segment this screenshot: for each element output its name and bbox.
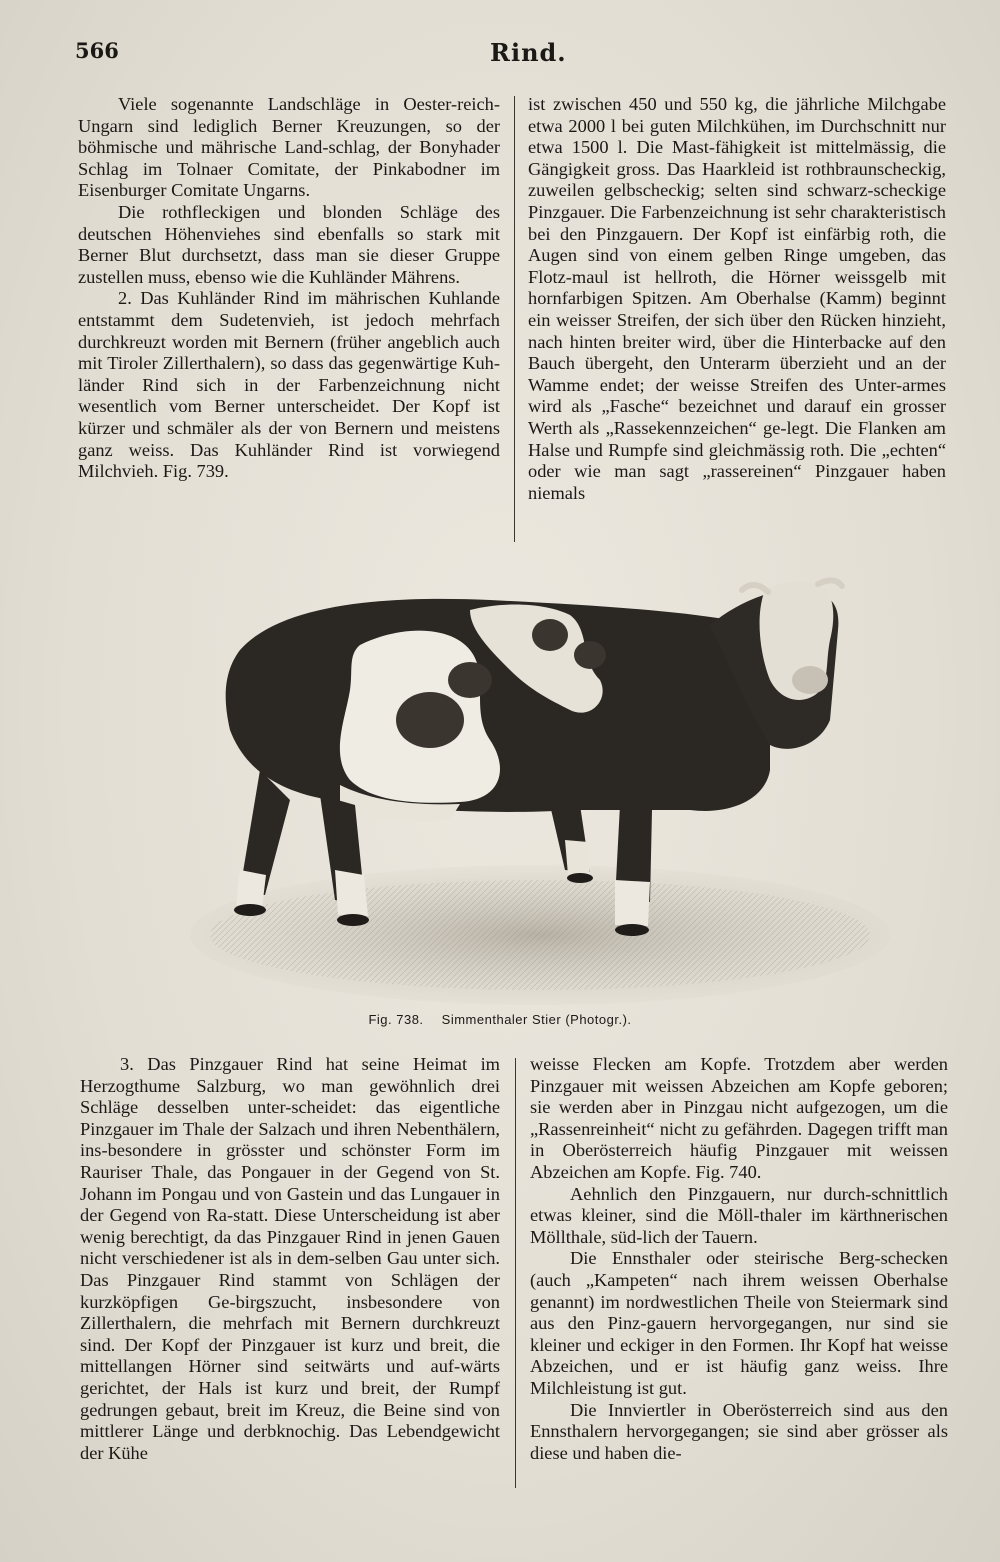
paragraph: ist zwischen 450 und 550 kg, die jährliche Milchgabe etwa 2000 l bei guten Milchkühen, im Durchschnitt nur etwa 1500 l. Die Mast-fähigkeit ist mittelmässig, die Gängigkeit gross. Das Haarkleid ist rothbraunscheckig, zuweilen gelbscheckig; selten sind schwarz-scheckige Pinzgauer. Die Farbenzeichnung ist sehr charakteristisch bei den Pinzgauern. Der Kopf ist einfärbig roth, die Augen sind von einem gelben Ringe umgeben, das Flotz-maul ist hellroth, die Hörner weissgelb mit hornfarbigen Spitzen. Am Oberhalse (Kamm) beginnt ein weisser Streifen, der sich über den Rücken hinzieht, nach hinten breiter wird, über die Hinterbacke auf den Bauch übergeht, den Unterarm überzieht und an der Wamme endet; der weisse Streifen des Unter-armes wird als „Fasche“ bezeichnet und darauf ein grosser Werth als „Rassekennzeichen“ ge-legt. Die Flanken am Halse und Rumpfe sind gleichmässig roth. Die „echten“ oder wie man sagt „rassereinen“ Pinzgauer haben niemals (528, 94, 946, 503)
paragraph: Die Ennsthaler oder steirische Berg-schecken (auch „Kampeten“ nach ihrem weissen Oberhalse genannt) im nordwestlichen Theile von Steiermark sind aus den Pinz-gauern hervorgegangen, nur sind sie kleiner und eckiger in den Formen. Ihr Kopf hat weisse Abzeichen, und er ist häufig ganz weiss. Ihre Milchleistung ist gut. (530, 1248, 948, 1398)
top-right-column (528, 94, 946, 504)
running-title: Rind. (490, 38, 567, 67)
top-left-column (78, 94, 500, 483)
figure-label: Fig. 738. (368, 1012, 424, 1027)
bottom-left-column (80, 1054, 500, 1464)
paragraph: 3. Das Pinzgauer Rind hat seine Heimat im Herzogthume Salzburg, wo man gewöhnlich drei Schläge desselben unter-scheidet: das eigentliche Pinzgauer im Thale der Salzach und ihren Nebenthälern, ins-besondere in grösster und schönster Form im Rauriser Thale, das Pongauer in der Gegend von St. Johann im Pongau und von Gastein und das Lungauer in der Gegend von Ra-statt. Diese Unterscheidung ist aber wenig berechtigt, da das Pinzgauer Rind in jenen Gauen nicht verschiedener ist als in dem-selben Gau unter sich. Das Pinzgauer Rind stammt von Schlägen der kurzköpfigen Ge-birgszucht, insbesondere von Zillerthalern, die mehrfach mit Bernern durchkreuzt sind. Der Kopf der Pinzgauer ist kurz und breit, die mittellangen Hörner sind seitwärts und auf-wärts gerichtet, der Hals ist kurz und breit, der Rumpf gedrungen gebaut, breit im Kreuz, die Beine sind von mittlerer Länge und derbknochig. Das Lebendgewicht der Kühe (80, 1054, 500, 1463)
paragraph: weisse Flecken am Kopfe. Trotzdem aber werden Pinzgauer mit weissen Abzeichen am Kopfe geboren; sie werden aber in Pinzgau nicht aufgezogen, um die „Rassenreinheit“ nicht zu gefährden. Dagegen trifft man in Oberösterreich häufig Pinzgauer mit weissen Abzeichen am Kopfe. Fig. 740. (530, 1054, 948, 1182)
page-number: 566 (75, 38, 119, 63)
column-divider (514, 96, 515, 542)
paragraph: Aehnlich den Pinzgauern, nur durch-schnittlich etwas kleiner, sind die Möll-thaler im kärthnerischen Möllthale, süd-lich der Tauern. (530, 1183, 948, 1247)
figure-caption-text: Simmenthaler Stier (Photogr.). (441, 1012, 632, 1027)
bull-illustration (170, 570, 910, 1030)
figure-caption (0, 1012, 1000, 1027)
paragraph: Die Innviertler in Oberösterreich sind aus den Ennsthalern hervorgegangen; sie sind aber grösser als diese und haben die- (530, 1399, 948, 1463)
page-header (75, 38, 948, 72)
figure-bull-photograph (170, 570, 910, 1030)
bottom-right-column (530, 1054, 948, 1464)
paragraph: Die rothfleckigen und blonden Schläge des deutschen Höhenviehes sind ebenfalls so stark mit Berner Blut durchsetzt, dass man sie dieser Gruppe zustellen muss, ebenso wie die Kuhländer Mährens. (78, 201, 500, 287)
paragraph: 2. Das Kuhländer Rind im mährischen Kuhlande entstammt dem Sudetenvieh, ist jedoch mehrfach durchkreuzt worden mit Bernern (früher angeblich auch mit Tiroler Zillerthalern), so dass das gegenwärtige Kuh-länder Rind sich in der Farbenzeichnung nicht wesentlich vom Berner unterscheidet. Der Kopf ist kürzer und schmäler als der von Bernern und meistens ganz weiss. Das Kuhländer Rind ist vorwiegend Milchvieh. Fig. 739. (78, 288, 500, 482)
column-divider (515, 1058, 516, 1488)
paragraph: Viele sogenannte Landschläge in Oester-reich-Ungarn sind lediglich Berner Kreuzungen, so der böhmische und mährische Land-schlag, der Bonyhader Schlag im Tolnaer Comitate, der Pinkabodner im Eisenburger Comitate Ungarns. (78, 94, 500, 201)
